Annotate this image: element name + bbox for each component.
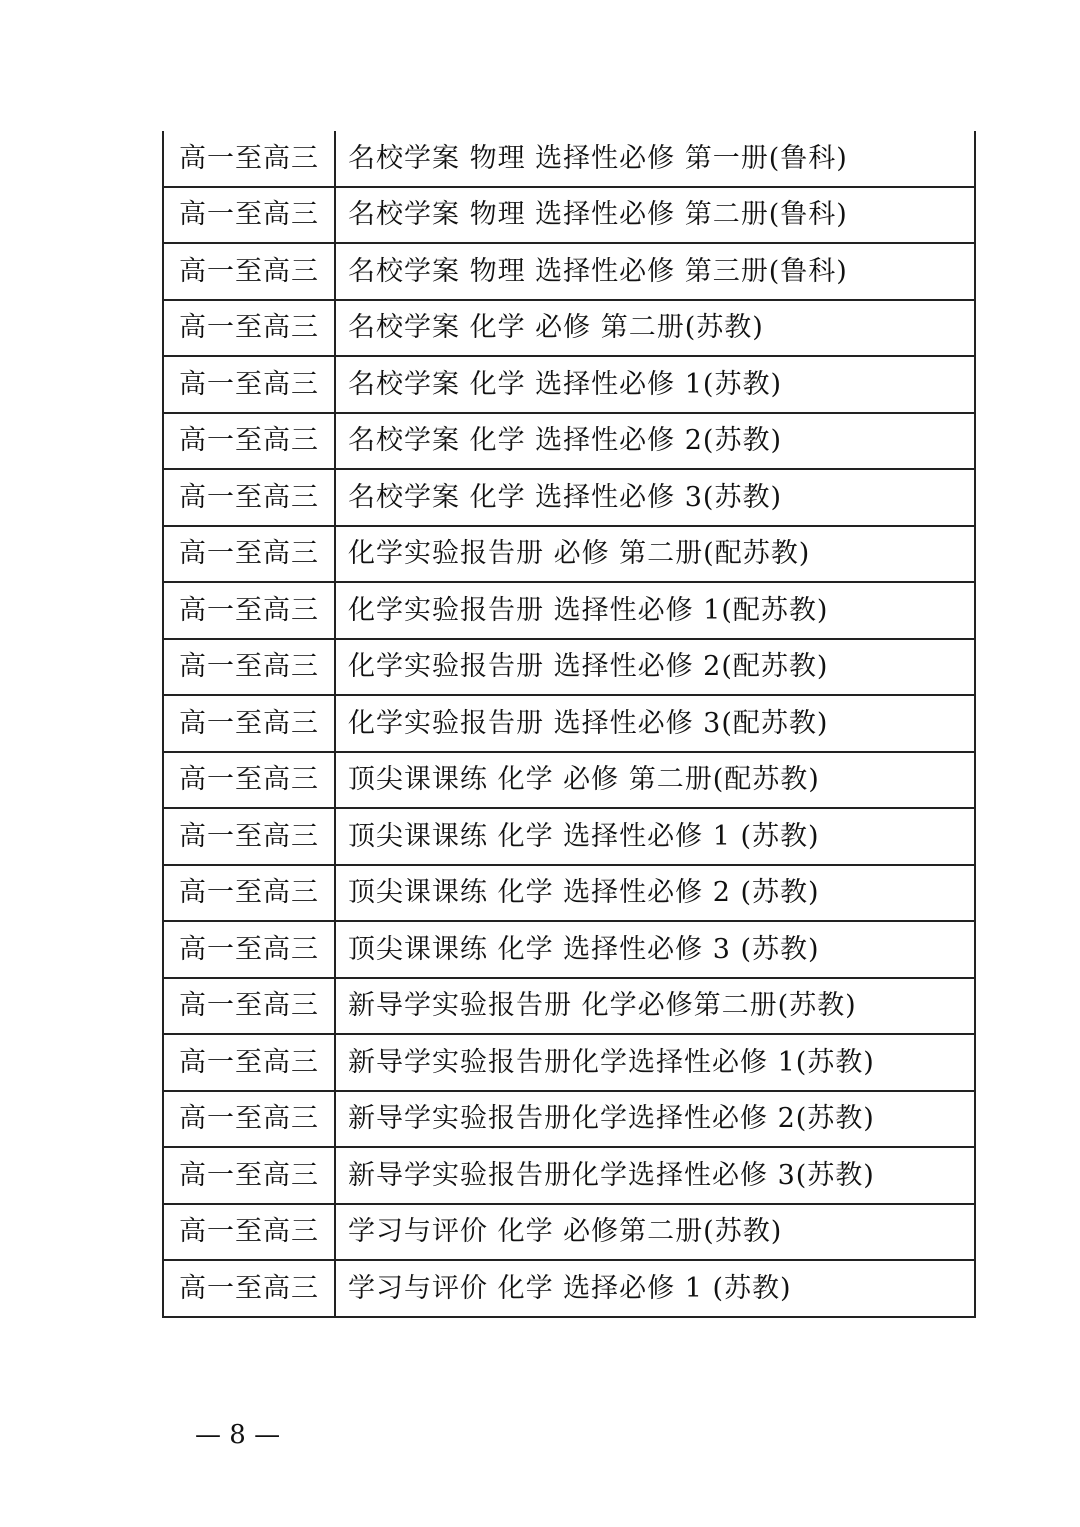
- title-cell: 化学实验报告册 必修 第二册(配苏教): [335, 526, 975, 583]
- grade-cell: 高一至高三: [163, 131, 335, 187]
- grade-cell: 高一至高三: [163, 526, 335, 583]
- title-cell: 学习与评价 化学 必修第二册(苏教): [335, 1204, 975, 1261]
- grade-cell: 高一至高三: [163, 1091, 335, 1148]
- grade-cell: 高一至高三: [163, 808, 335, 865]
- table-row: [163, 639, 975, 696]
- title-cell: 顶尖课课练 化学 选择性必修 2 (苏教): [335, 865, 975, 922]
- title-cell: 化学实验报告册 选择性必修 3(配苏教): [335, 695, 975, 752]
- grade-cell: 高一至高三: [163, 1147, 335, 1204]
- table-row: [163, 921, 975, 978]
- title-cell: 名校学案 化学 选择性必修 2(苏教): [335, 413, 975, 470]
- table-row: [163, 131, 975, 187]
- table-row: [163, 1260, 975, 1317]
- title-cell: 名校学案 化学 选择性必修 1(苏教): [335, 356, 975, 413]
- table-row: [163, 469, 975, 526]
- table-row: [163, 300, 975, 357]
- title-cell: 顶尖课课练 化学 选择性必修 1 (苏教): [335, 808, 975, 865]
- title-cell: 新导学实验报告册化学选择性必修 1(苏教): [335, 1034, 975, 1091]
- grade-cell: 高一至高三: [163, 695, 335, 752]
- grade-cell: 高一至高三: [163, 582, 335, 639]
- table-row: [163, 1034, 975, 1091]
- page-number: — 8 —: [195, 1420, 281, 1450]
- table-row: [163, 356, 975, 413]
- grade-cell: 高一至高三: [163, 752, 335, 809]
- table-row: [163, 243, 975, 300]
- table-row: [163, 978, 975, 1035]
- grade-cell: 高一至高三: [163, 1034, 335, 1091]
- title-cell: 名校学案 物理 选择性必修 第二册(鲁科): [335, 187, 975, 244]
- title-cell: 学习与评价 化学 选择必修 1 (苏教): [335, 1260, 975, 1317]
- table-row: [163, 1147, 975, 1204]
- grade-cell: 高一至高三: [163, 469, 335, 526]
- table-row: [163, 808, 975, 865]
- grade-cell: 高一至高三: [163, 300, 335, 357]
- grade-cell: 高一至高三: [163, 921, 335, 978]
- table-row: [163, 582, 975, 639]
- grade-cell: 高一至高三: [163, 356, 335, 413]
- table-row: [163, 1204, 975, 1261]
- table-row: [163, 1091, 975, 1148]
- title-cell: 新导学实验报告册化学选择性必修 2(苏教): [335, 1091, 975, 1148]
- grade-cell: 高一至高三: [163, 187, 335, 244]
- grade-cell: 高一至高三: [163, 1260, 335, 1317]
- title-cell: 名校学案 物理 选择性必修 第三册(鲁科): [335, 243, 975, 300]
- table-row: [163, 865, 975, 922]
- table-row: [163, 413, 975, 470]
- grade-cell: 高一至高三: [163, 865, 335, 922]
- title-cell: 化学实验报告册 选择性必修 1(配苏教): [335, 582, 975, 639]
- textbook-table: [162, 131, 976, 1318]
- grade-cell: 高一至高三: [163, 413, 335, 470]
- title-cell: 顶尖课课练 化学 必修 第二册(配苏教): [335, 752, 975, 809]
- table-row: [163, 752, 975, 809]
- title-cell: 名校学案 物理 选择性必修 第一册(鲁科): [335, 131, 975, 187]
- table-row: [163, 695, 975, 752]
- title-cell: 名校学案 化学 必修 第二册(苏教): [335, 300, 975, 357]
- grade-cell: 高一至高三: [163, 243, 335, 300]
- table-row: [163, 187, 975, 244]
- title-cell: 顶尖课课练 化学 选择性必修 3 (苏教): [335, 921, 975, 978]
- grade-cell: 高一至高三: [163, 1204, 335, 1261]
- title-cell: 新导学实验报告册化学选择性必修 3(苏教): [335, 1147, 975, 1204]
- table-row: [163, 526, 975, 583]
- title-cell: 名校学案 化学 选择性必修 3(苏教): [335, 469, 975, 526]
- grade-cell: 高一至高三: [163, 639, 335, 696]
- grade-cell: 高一至高三: [163, 978, 335, 1035]
- title-cell: 新导学实验报告册 化学必修第二册(苏教): [335, 978, 975, 1035]
- title-cell: 化学实验报告册 选择性必修 2(配苏教): [335, 639, 975, 696]
- textbook-table-body: [163, 131, 975, 1317]
